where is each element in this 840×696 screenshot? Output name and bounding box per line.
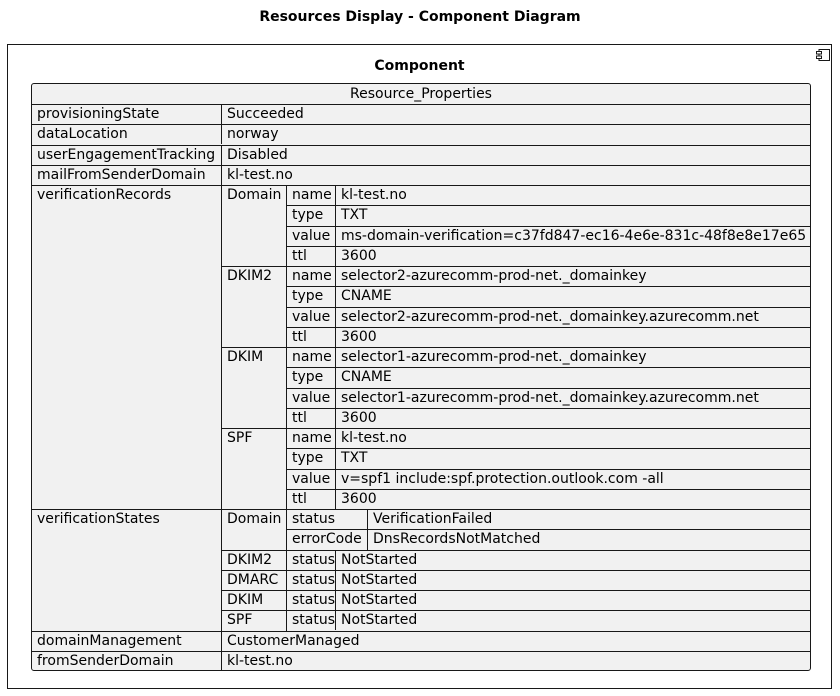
- field-key: name: [292, 268, 332, 284]
- table-rule: [221, 509, 222, 631]
- field-value: selector1-azurecomm-prod-net._domainkey.azurecomm.net: [341, 390, 759, 406]
- property-value: kl-test.no: [227, 653, 293, 669]
- field-value: NotStarted: [341, 572, 418, 588]
- field-value: VerificationFailed: [373, 511, 493, 527]
- field-value: 3600: [341, 491, 377, 507]
- table-rule: [335, 428, 336, 509]
- table-rule: [221, 145, 222, 165]
- group-name: DKIM2: [227, 268, 273, 284]
- table-rule: [367, 509, 368, 550]
- field-key: type: [292, 369, 324, 385]
- table-header: Resource_Properties: [350, 86, 492, 102]
- field-key: errorCode: [292, 531, 362, 547]
- field-value: selector2-azurecomm-prod-net._domainkey.azurecomm.net: [341, 309, 759, 325]
- table-rule: [335, 590, 336, 610]
- field-value: selector1-azurecomm-prod-net._domainkey: [341, 349, 647, 365]
- field-value: NotStarted: [341, 592, 418, 608]
- table-rule: [221, 631, 222, 651]
- field-key: name: [292, 349, 332, 365]
- field-value: kl-test.no: [341, 187, 407, 203]
- field-value: selector2-azurecomm-prod-net._domainkey: [341, 268, 647, 284]
- table-rule: [335, 550, 336, 570]
- field-key: status: [292, 552, 336, 568]
- table-rule: [221, 124, 222, 144]
- property-value: norway: [227, 126, 279, 142]
- table-rule: [335, 610, 336, 630]
- diagram-title: Resources Display - Component Diagram: [259, 9, 581, 25]
- property-key: fromSenderDomain: [37, 653, 174, 669]
- table-rule: [335, 266, 336, 347]
- field-key: type: [292, 288, 324, 304]
- table-rule: [335, 570, 336, 590]
- field-key: status: [292, 592, 336, 608]
- field-value: DnsRecordsNotMatched: [373, 531, 541, 547]
- group-name: SPF: [227, 430, 253, 446]
- field-key: ttl: [292, 248, 307, 264]
- field-value: 3600: [341, 248, 377, 264]
- property-key: mailFromSenderDomain: [37, 167, 206, 183]
- component-label: Component: [374, 58, 465, 74]
- field-key: value: [292, 309, 331, 325]
- field-value: v=spf1 include:spf.protection.outlook.com -all: [341, 471, 664, 487]
- field-key: status: [292, 612, 336, 628]
- field-value: TXT: [341, 207, 368, 223]
- field-key: value: [292, 228, 331, 244]
- field-value: ms-domain-verification=c37fd847-ec16-4e6e-831c-48f8e8e17e65: [341, 228, 807, 244]
- table-rule: [221, 651, 222, 671]
- table-rule: [335, 185, 336, 266]
- field-key: ttl: [292, 410, 307, 426]
- field-value: CNAME: [341, 288, 392, 304]
- table-rule: [286, 185, 287, 509]
- table-rule: [335, 347, 336, 428]
- field-value: 3600: [341, 329, 377, 345]
- table-rule: [221, 165, 222, 185]
- group-name: DKIM: [227, 592, 264, 608]
- table-rule: [286, 509, 287, 631]
- field-key: ttl: [292, 491, 307, 507]
- field-value: TXT: [341, 450, 368, 466]
- field-value: 3600: [341, 410, 377, 426]
- group-name: DMARC: [227, 572, 279, 588]
- property-value: kl-test.no: [227, 167, 293, 183]
- property-key: domainManagement: [37, 633, 182, 649]
- group-name: SPF: [227, 612, 253, 628]
- property-value: CustomerManaged: [227, 633, 360, 649]
- field-value: NotStarted: [341, 612, 418, 628]
- field-key: ttl: [292, 329, 307, 345]
- property-value: Disabled: [227, 147, 288, 163]
- table-rule: [221, 104, 222, 124]
- property-key: verificationRecords: [37, 187, 172, 203]
- group-name: Domain: [227, 511, 282, 527]
- table-rule: [221, 185, 222, 509]
- field-key: type: [292, 207, 324, 223]
- property-key: dataLocation: [37, 126, 128, 142]
- field-key: type: [292, 450, 324, 466]
- property-key: userEngagementTracking: [37, 147, 216, 163]
- table-rule: [286, 529, 811, 530]
- property-key: verificationStates: [37, 511, 160, 527]
- field-key: value: [292, 390, 331, 406]
- field-key: name: [292, 187, 332, 203]
- group-name: Domain: [227, 187, 282, 203]
- field-value: NotStarted: [341, 552, 418, 568]
- field-key: status: [292, 572, 336, 588]
- field-value: kl-test.no: [341, 430, 407, 446]
- field-key: status: [292, 511, 336, 527]
- property-value: Succeeded: [227, 106, 304, 122]
- field-key: value: [292, 471, 331, 487]
- group-name: DKIM2: [227, 552, 273, 568]
- property-key: provisioningState: [37, 106, 160, 122]
- field-value: CNAME: [341, 369, 392, 385]
- table-rule: [31, 124, 811, 125]
- field-key: name: [292, 430, 332, 446]
- group-name: DKIM: [227, 349, 264, 365]
